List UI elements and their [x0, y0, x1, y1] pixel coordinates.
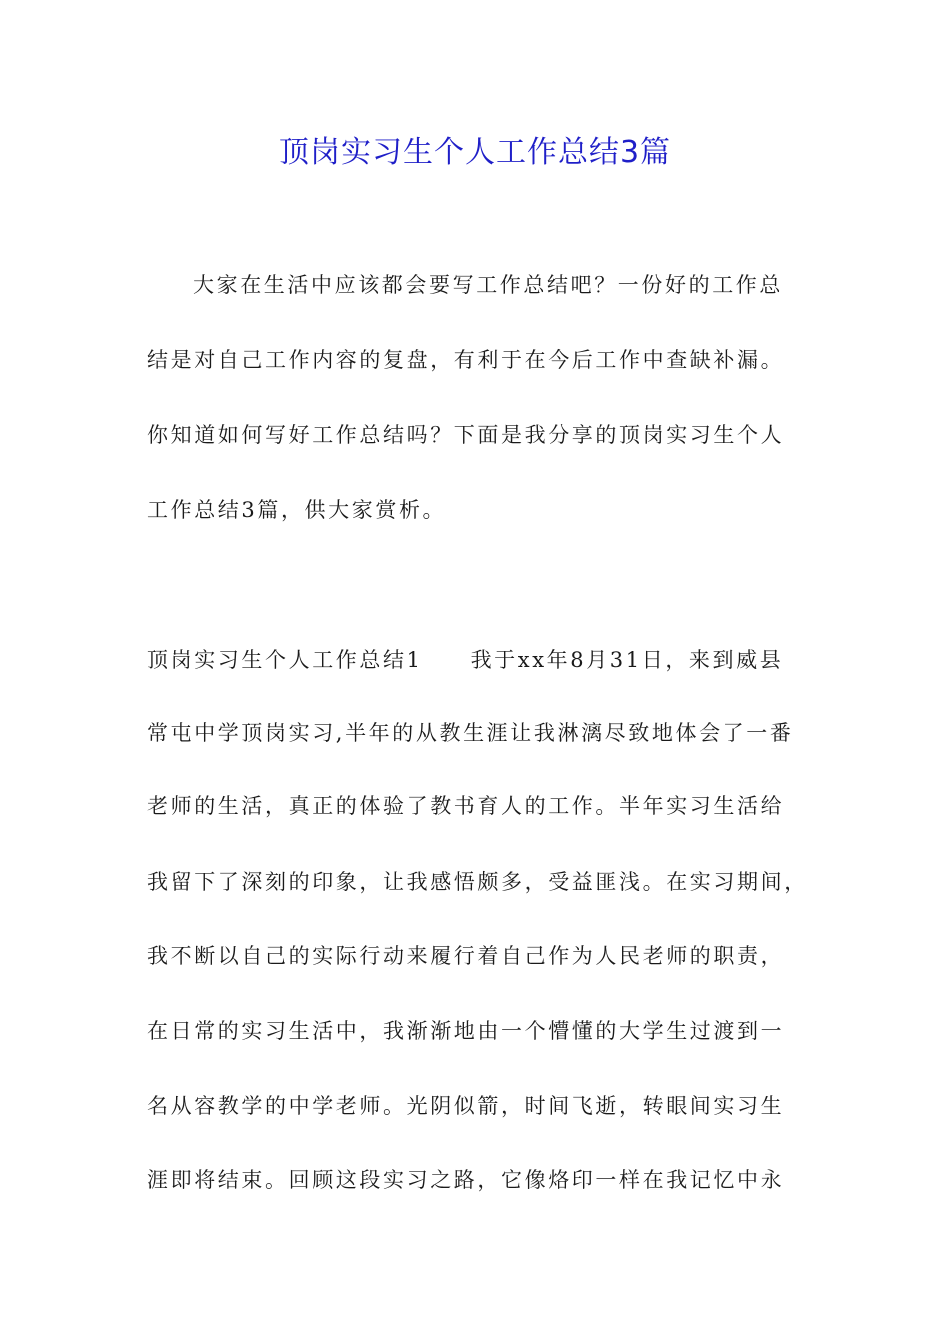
body-line-3: 我留下了深刻的印象，让我感悟颇多，受益匪浅。在实习期间，: [147, 870, 808, 894]
intro-line-2: 结是对自己工作内容的复盘，有利于在今后工作中查缺补漏。: [147, 348, 785, 372]
body-line-7: 涯即将结束。回顾这段实习之路，它像烙印一样在我记忆中永: [147, 1168, 785, 1192]
section-heading: 顶岗实习生个人工作总结1: [147, 648, 423, 672]
section-first-line-text: 我于xx年8月31日，来到威县: [470, 648, 784, 672]
body-line-2: 老师的生活，真正的体验了教书育人的工作。半年实习生活给: [147, 794, 785, 818]
intro-line-1: 大家在生活中应该都会要写工作总结吧？一份好的工作总: [193, 273, 783, 297]
section-first-line: [147, 640, 827, 680]
body-line-1: 常屯中学顶岗实习,半年的从教生涯让我淋漓尽致地体会了一番: [147, 721, 794, 745]
intro-line-4: 工作总结3篇，供大家赏析。: [147, 498, 447, 522]
document-title: 顶岗实习生个人工作总结3篇: [278, 135, 672, 170]
body-line-4: 我不断以自己的实际行动来履行着自己作为人民老师的职责，: [147, 944, 785, 968]
body-line-6: 名从容教学的中学老师。光阴似箭，时间飞逝，转眼间实习生: [147, 1094, 785, 1118]
intro-line-3: 你知道如何写好工作总结吗？下面是我分享的顶岗实习生个人: [147, 423, 785, 447]
body-line-5: 在日常的实习生活中，我渐渐地由一个懵懂的大学生过渡到一: [147, 1019, 785, 1043]
